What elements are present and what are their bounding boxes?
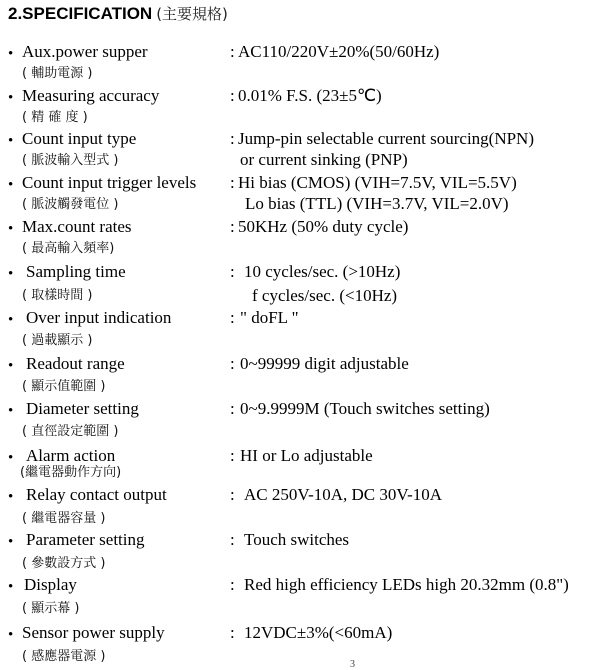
bullet-icon: • <box>8 133 14 149</box>
spec-value: HI or Lo adjustable <box>240 446 373 465</box>
colon: : <box>230 262 235 281</box>
spec-value-line2: f cycles/sec. (<10Hz) <box>252 286 398 305</box>
spec-label-zh: ( 取樣時間 ) <box>22 288 93 303</box>
spec-label: Alarm action <box>26 446 116 465</box>
bullet-icon: • <box>8 627 14 643</box>
colon: : <box>230 217 235 236</box>
colon: : <box>230 446 235 465</box>
spec-label-zh: (繼電器動作方向) <box>20 465 122 480</box>
bullet-icon: • <box>8 358 14 374</box>
spec-row-diameter-setting <box>0 399 607 443</box>
spec-label-zh: ( 顯示值範圍 ) <box>22 379 106 394</box>
spec-label-zh: ( 參數設方式 ) <box>22 556 106 571</box>
spec-label: Max.count rates <box>22 217 132 236</box>
bullet-icon: • <box>8 403 14 419</box>
spec-value: Touch switches <box>244 530 350 549</box>
colon: : <box>230 485 235 504</box>
spec-label: Count input trigger levels <box>22 173 197 192</box>
spec-label-zh: ( 顯示幕 ) <box>22 601 80 616</box>
spec-value-line2: Lo bias (TTL) (VIH=3.7V, VIL=2.0V) <box>245 194 509 213</box>
spec-row-aux-power <box>0 42 607 86</box>
spec-value: Hi bias (CMOS) (VIH=7.5V, VIL=5.5V) <box>238 173 517 192</box>
spec-label: Count input type <box>22 129 137 148</box>
spec-label-zh: ( 感應器電源 ) <box>22 649 106 664</box>
spec-row-parameter-setting <box>0 530 607 574</box>
spec-value: 50KHz (50% duty cycle) <box>238 217 409 236</box>
colon: : <box>230 173 235 192</box>
spec-value: AC 250V-10A, DC 30V-10A <box>244 485 443 504</box>
spec-row-measuring-accuracy <box>0 86 607 130</box>
bullet-icon: • <box>8 46 14 62</box>
bullet-icon: • <box>8 534 14 550</box>
colon: : <box>230 308 235 327</box>
spec-row-readout-range <box>0 354 607 398</box>
spec-value: " doFL " <box>240 308 299 327</box>
section-heading <box>8 3 228 24</box>
colon: : <box>230 129 235 148</box>
spec-value: 0.01% F.S. (23±5℃) <box>238 86 382 105</box>
spec-label: Over input indication <box>26 308 172 327</box>
colon: : <box>230 86 235 105</box>
spec-row-trigger-levels <box>0 173 607 217</box>
spec-label: Sampling time <box>26 262 126 281</box>
spec-row-relay-output <box>0 485 607 529</box>
spec-label: Sensor power supply <box>22 623 165 642</box>
spec-label-zh: ( 精 確 度 ) <box>22 110 88 125</box>
spec-value: 12VDC±3%(<60mA) <box>244 623 393 642</box>
colon: : <box>230 42 235 61</box>
bullet-icon: • <box>8 177 14 193</box>
spec-label-zh: ( 最高輸入頻率) <box>22 241 115 256</box>
spec-label: Display <box>24 575 77 594</box>
spec-label-zh: ( 直徑設定範圍 ) <box>22 424 119 439</box>
colon: : <box>230 530 235 549</box>
spec-label: Aux.power supper <box>22 42 148 61</box>
spec-label: Diameter setting <box>26 399 139 418</box>
bullet-icon: • <box>8 221 14 237</box>
section-title: 2.SPECIFICATION <box>8 4 153 23</box>
spec-label-zh: ( 繼電器容量 ) <box>22 511 106 526</box>
spec-row-sensor-power <box>0 623 607 667</box>
section-subtitle: (主要規格) <box>156 5 228 23</box>
spec-row-sampling-time <box>0 262 607 306</box>
bullet-icon: • <box>8 579 14 595</box>
page-number: 3 <box>350 659 355 670</box>
spec-label-zh: ( 輔助電源 ) <box>22 66 93 81</box>
spec-value: Red high efficiency LEDs high 20.32mm (0.8") <box>244 575 569 594</box>
spec-row-max-count-rates <box>0 217 607 261</box>
spec-row-over-input <box>0 308 607 352</box>
spec-value-line2: or current sinking (PNP) <box>240 150 408 169</box>
spec-label-zh: ( 脈波觸發電位 ) <box>22 197 119 212</box>
spec-value: 10 cycles/sec. (>10Hz) <box>244 262 401 281</box>
bullet-icon: • <box>8 450 14 466</box>
spec-label: Readout range <box>26 354 125 373</box>
spec-row-alarm-action <box>0 446 607 490</box>
spec-label: Measuring accuracy <box>22 86 160 105</box>
spec-label: Relay contact output <box>26 485 167 504</box>
bullet-icon: • <box>8 266 14 282</box>
colon: : <box>230 354 235 373</box>
spec-value: AC110/220V±20%(50/60Hz) <box>238 42 440 61</box>
spec-row-count-input-type <box>0 129 607 173</box>
bullet-icon: • <box>8 90 14 106</box>
colon: : <box>230 575 235 594</box>
colon: : <box>230 399 235 418</box>
spec-label-zh: ( 脈波輸入型式 ) <box>22 153 119 168</box>
spec-value: Jump-pin selectable current sourcing(NPN) <box>238 129 534 148</box>
spec-label-zh: ( 過載顯示 ) <box>22 333 93 348</box>
spec-value: 0~9.9999M (Touch switches setting) <box>240 399 490 418</box>
spec-row-display <box>0 575 607 619</box>
colon: : <box>230 623 235 642</box>
spec-value: 0~99999 digit adjustable <box>240 354 409 373</box>
bullet-icon: • <box>8 489 14 505</box>
bullet-icon: • <box>8 312 14 328</box>
spec-label: Parameter setting <box>26 530 145 549</box>
